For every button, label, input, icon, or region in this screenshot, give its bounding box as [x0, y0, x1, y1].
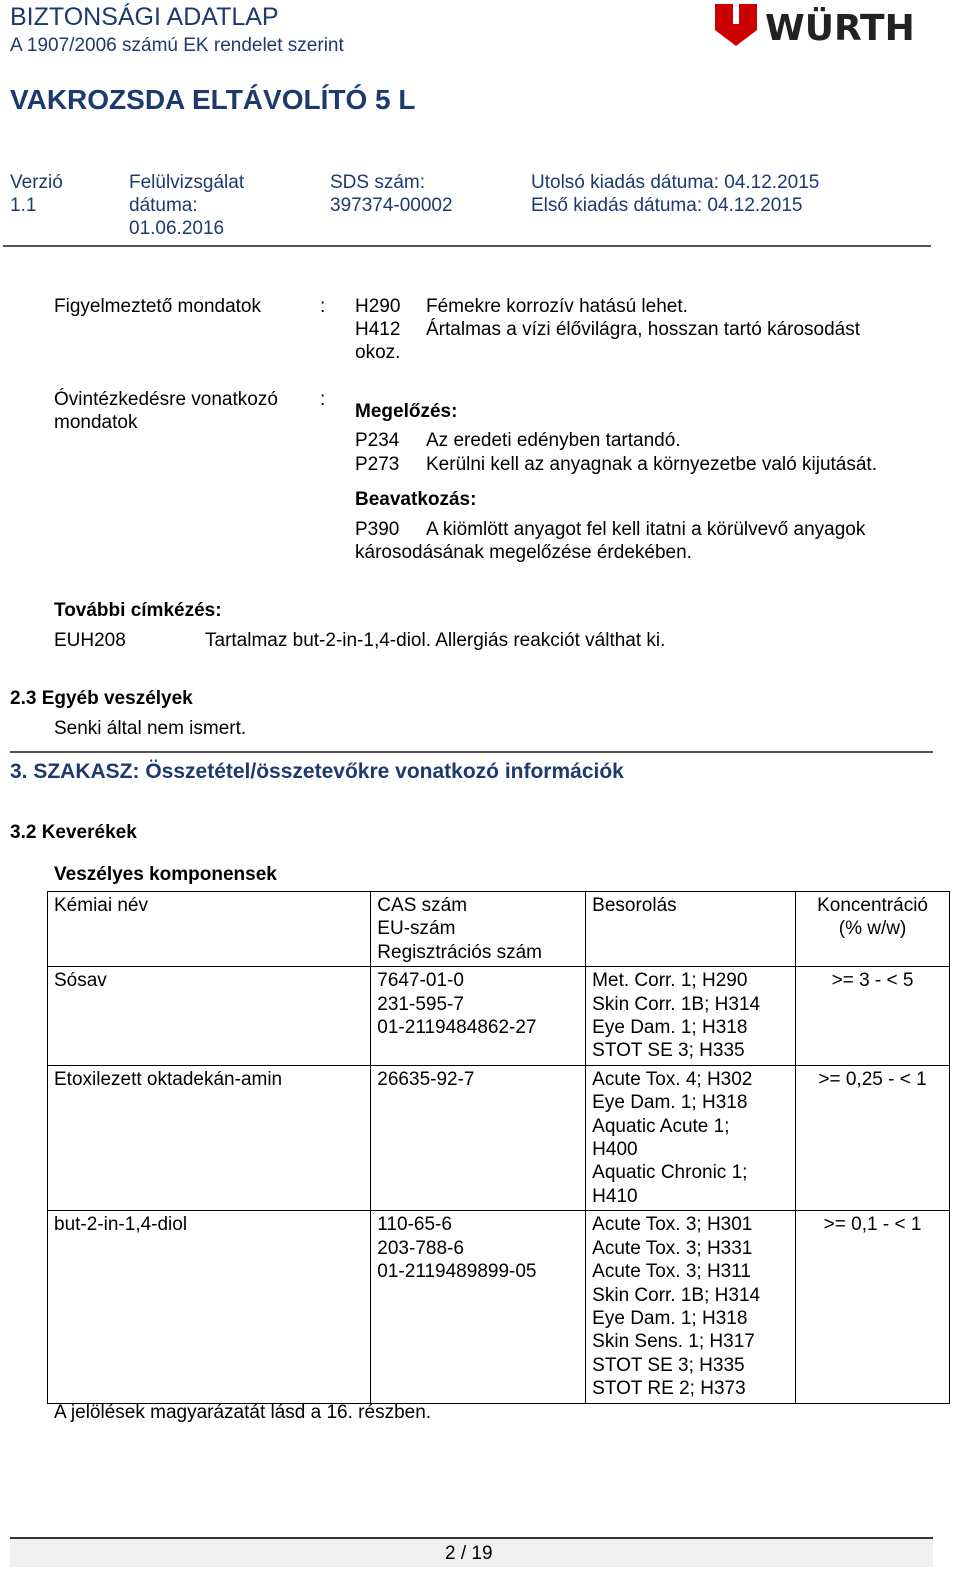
- response-title: Beavatkozás:: [355, 489, 477, 510]
- version-block: [10, 171, 63, 217]
- hazard-label: Figyelmeztető mondatok: [54, 296, 261, 317]
- product-name: VAKROZSDA ELTÁVOLÍTÓ 5 L: [10, 84, 416, 115]
- classification-item: Skin Corr. 1B; H314: [592, 993, 761, 1015]
- classification-item: Eye Dam. 1; H318: [592, 1307, 748, 1329]
- revision-value: 01.06.2016: [129, 218, 225, 239]
- h412-text-cont: okoz.: [355, 342, 401, 363]
- brand-text: WÜRTH: [765, 8, 915, 49]
- row-ids: [371, 1065, 586, 1210]
- euh208-code: EUH208: [54, 630, 126, 651]
- row-chemical-name: Etoxilezett oktadekán-amin: [48, 1065, 371, 1210]
- precaution-label: Óvintézkedésre vonatkozó: [54, 389, 278, 410]
- classification-item: Acute Tox. 3; H301: [592, 1214, 753, 1236]
- row-eu: 203-788-6: [377, 1237, 464, 1259]
- precaution-colon: :: [320, 389, 326, 410]
- header-classification: Besorolás: [586, 892, 796, 967]
- row-registration: 01-2119489899-05: [377, 1261, 537, 1283]
- row-eu: 231-595-7: [377, 993, 464, 1015]
- p234-code: P234: [355, 430, 400, 451]
- version-label: Verzió: [10, 172, 63, 193]
- p273-text: Kerülni kell az anyagnak a környezetbe való kijutását.: [426, 454, 877, 475]
- first-issue-date: Első kiadás dátuma: 04.12.2015: [531, 195, 803, 216]
- row-concentration: >= 0,1 - < 1: [796, 1211, 950, 1403]
- table-row: [48, 1211, 950, 1403]
- header-conc-label: Koncentráció: [817, 895, 928, 916]
- row-concentration: >= 0,25 - < 1: [796, 1065, 950, 1210]
- wurth-logo: [713, 2, 933, 50]
- p234-text: Az eredeti edényben tartandó.: [426, 430, 681, 451]
- classification-item: Aquatic Chronic 1;: [592, 1162, 748, 1184]
- sds-label: SDS szám:: [330, 172, 426, 193]
- h412-code: H412: [355, 319, 401, 340]
- issue-block: [531, 171, 819, 217]
- row-classification: [586, 1211, 796, 1403]
- classification-item: Eye Dam. 1; H318: [592, 1017, 748, 1039]
- precaution-label-2: mondatok: [54, 412, 138, 433]
- row-concentration: >= 3 - < 5: [796, 967, 950, 1066]
- row-classification: [586, 1065, 796, 1210]
- p273-code: P273: [355, 454, 400, 475]
- row-ids: [371, 967, 586, 1066]
- h290-text: Fémekre korrozív hatású lehet.: [426, 296, 688, 317]
- p390-code: P390: [355, 519, 400, 540]
- table-row: [48, 967, 950, 1066]
- euh208-text: Tartalmaz but-2-in-1,4-diol. Allergiás reakciót válthat ki.: [205, 630, 666, 651]
- classification-item: Skin Sens. 1; H317: [592, 1331, 755, 1353]
- sds-block: [330, 171, 453, 217]
- header-ids: [371, 892, 586, 967]
- section-2-3-title: 2.3 Egyéb veszélyek: [10, 688, 193, 709]
- page-number: 2 / 19: [445, 1543, 493, 1564]
- classification-item: Acute Tox. 4; H302: [592, 1068, 753, 1090]
- section-3-title: 3. SZAKASZ: Összetétel/összetevőkre vonatkozó információk: [10, 760, 624, 783]
- version-value: 1.1: [10, 195, 37, 216]
- header-chemical-name: Kémiai név: [48, 892, 371, 967]
- h290-code: H290: [355, 296, 401, 317]
- classification-item: H400: [592, 1139, 638, 1161]
- document-title: BIZTONSÁGI ADATLAP: [10, 3, 279, 31]
- revision-label-2: dátuma:: [129, 195, 198, 216]
- row-cas: 110-65-6: [377, 1214, 452, 1236]
- components-table: [47, 891, 950, 1404]
- classification-item: H410: [592, 1185, 638, 1207]
- classification-item: STOT SE 3; H335: [592, 1354, 745, 1376]
- header-concentration: [796, 892, 950, 967]
- table-header-row: [48, 892, 950, 967]
- row-chemical-name: but-2-in-1,4-diol: [48, 1211, 371, 1403]
- classification-item: STOT SE 3; H335: [592, 1040, 745, 1062]
- classification-item: STOT RE 2; H373: [592, 1378, 746, 1400]
- revision-label: Felülvizsgálat: [129, 172, 245, 193]
- wurth-logo-icon: [713, 2, 933, 50]
- hazard-colon: :: [320, 296, 326, 317]
- classification-item: Aquatic Acute 1;: [592, 1115, 730, 1137]
- classification-item: Met. Corr. 1; H290: [592, 970, 748, 992]
- classification-item: Eye Dam. 1; H318: [592, 1092, 748, 1114]
- table-footnote: A jelölések magyarázatát lásd a 16. részben.: [54, 1402, 432, 1423]
- row-cas: 26635-92-7: [377, 1068, 475, 1090]
- classification-item: Skin Corr. 1B; H314: [592, 1284, 761, 1306]
- row-registration: 01-2119484862-27: [377, 1017, 537, 1039]
- header-eu: EU-szám: [377, 918, 456, 940]
- row-chemical-name: Sósav: [48, 967, 371, 1066]
- components-table-title: Veszélyes komponensek: [54, 864, 277, 885]
- prevention-title: Megelőzés:: [355, 401, 458, 422]
- row-ids: [371, 1211, 586, 1403]
- classification-item: Acute Tox. 3; H331: [592, 1237, 753, 1259]
- section-3-divider: [10, 751, 933, 753]
- row-classification: [586, 967, 796, 1066]
- regulation-subtitle: A 1907/2006 számú EK rendelet szerint: [10, 35, 344, 56]
- revision-block: [129, 171, 244, 240]
- h412-text: Ártalmas a vízi élővilágra, hosszan tartó károsodást: [426, 319, 861, 340]
- classification-item: Acute Tox. 3; H311: [592, 1261, 751, 1283]
- p390-text: A kiömlött anyagot fel kell itatni a körülvevő anyagok: [426, 519, 866, 540]
- row-cas: 7647-01-0: [377, 970, 464, 992]
- section-3-2-title: 3.2 Keverékek: [10, 822, 137, 843]
- table-row: [48, 1065, 950, 1210]
- section-2-3-text: Senki által nem ismert.: [54, 718, 247, 739]
- extra-labeling-title: További címkézés:: [54, 600, 222, 621]
- header-divider: [3, 245, 931, 247]
- header-conc-unit: (% w/w): [838, 918, 907, 940]
- header-cas: CAS szám: [377, 895, 468, 916]
- sds-value: 397374-00002: [330, 195, 453, 216]
- last-issue-date: Utolsó kiadás dátuma: 04.12.2015: [531, 172, 820, 193]
- p390-text-cont: károsodásának megelőzése érdekében.: [355, 542, 692, 563]
- header-registration: Regisztrációs szám: [377, 941, 543, 963]
